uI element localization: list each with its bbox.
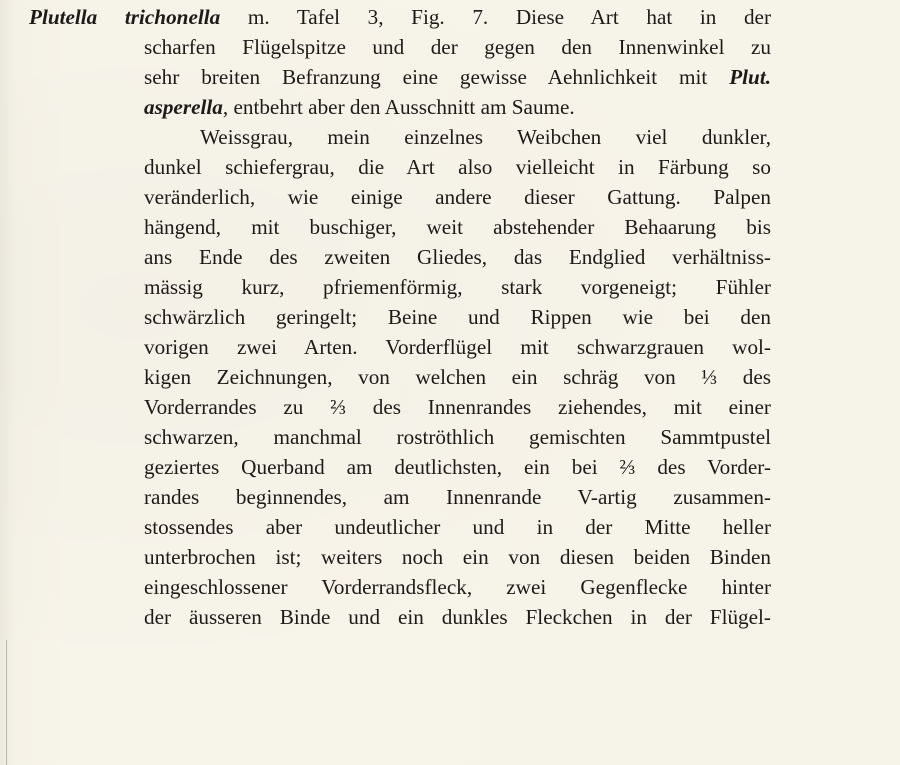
text-segment: Weissgrau, mein einzelnes Weibchen viel dunkler,: [200, 125, 771, 149]
text-segment: hängend, mit buschiger, weit abstehender Behaarung bis: [144, 215, 771, 239]
text-segment: , entbehrt aber den Ausschnitt am Saume.: [222, 95, 575, 119]
text-line-11: [144, 302, 771, 332]
text-segment: unterbrochen ist; weiters noch ein von diesen beiden Binden: [144, 545, 771, 569]
text-segment: dunkel schiefergrau, die Art also vielleicht in Färbung so: [144, 155, 771, 179]
page-binding-edge: [6, 640, 7, 765]
text-segment: veränderlich, wie einige andere dieser Gattung. Palpen: [144, 185, 771, 209]
text-segment: m. Tafel 3, Fig. 7. Diese Art hat in der: [220, 5, 771, 29]
text-segment: geziertes Querband am deutlichsten, ein bei ⅔ des Vorder-: [144, 455, 771, 479]
text-segment: sehr breiten Befranzung eine gewisse Aehnlichkeit mit: [144, 65, 730, 89]
text-line-21: [144, 602, 771, 632]
text-segment: schwarzen, manchmal roströthlich gemischten Sammtpustel: [144, 425, 771, 449]
text-line-20: [144, 572, 771, 602]
text-segment: stossendes aber undeutlicher und in der Mitte heller: [144, 515, 771, 539]
text-segment: eingeschlossener Vorderrandsfleck, zwei Gegenflecke hinter: [144, 575, 771, 599]
text-segment: mässig kurz, pfriemenförmig, stark vorgeneigt; Fühler: [144, 275, 771, 299]
text-line-4: [144, 92, 771, 122]
text-line-7: [144, 182, 771, 212]
text-segment: schwärzlich geringelt; Beine und Rippen wie bei den: [144, 305, 771, 329]
text-line-14: [144, 392, 771, 422]
text-line-6: [144, 152, 771, 182]
text-segment: vorigen zwei Arten. Vorderflügel mit schwarzgrauen wol-: [144, 335, 771, 359]
text-line-19: [144, 542, 771, 572]
text-line-2: [144, 32, 771, 62]
text-line-15: [144, 422, 771, 452]
text-line-13: [144, 362, 771, 392]
text-segment: Vorderrandes zu ⅔ des Innenrandes ziehendes, mit einer: [144, 395, 771, 419]
species-name: Plutella trichonella: [29, 5, 221, 29]
text-line-8: [144, 212, 771, 242]
text-line-17: [144, 482, 771, 512]
text-segment: ans Ende des zweiten Gliedes, das Endglied verhältniss-: [144, 245, 771, 269]
species-reference: asperella: [144, 95, 223, 119]
text-line-1: [29, 2, 771, 32]
text-segment: kigen Zeichnungen, von welchen ein schräg von ⅓ des: [144, 365, 771, 389]
genus-abbreviation: Plut.: [729, 65, 771, 89]
text-segment: scharfen Flügelspitze und der gegen den Innenwinkel zu: [144, 35, 771, 59]
text-line-3: [144, 62, 771, 92]
text-segment: der äusseren Binde und ein dunkles Fleckchen in der Flügel-: [144, 605, 771, 629]
text-line-5: [200, 122, 771, 152]
text-line-9: [144, 242, 771, 272]
text-line-12: [144, 332, 771, 362]
text-line-10: [144, 272, 771, 302]
text-segment: randes beginnendes, am Innenrande V-artig zusammen-: [144, 485, 771, 509]
text-line-18: [144, 512, 771, 542]
text-line-16: [144, 452, 771, 482]
